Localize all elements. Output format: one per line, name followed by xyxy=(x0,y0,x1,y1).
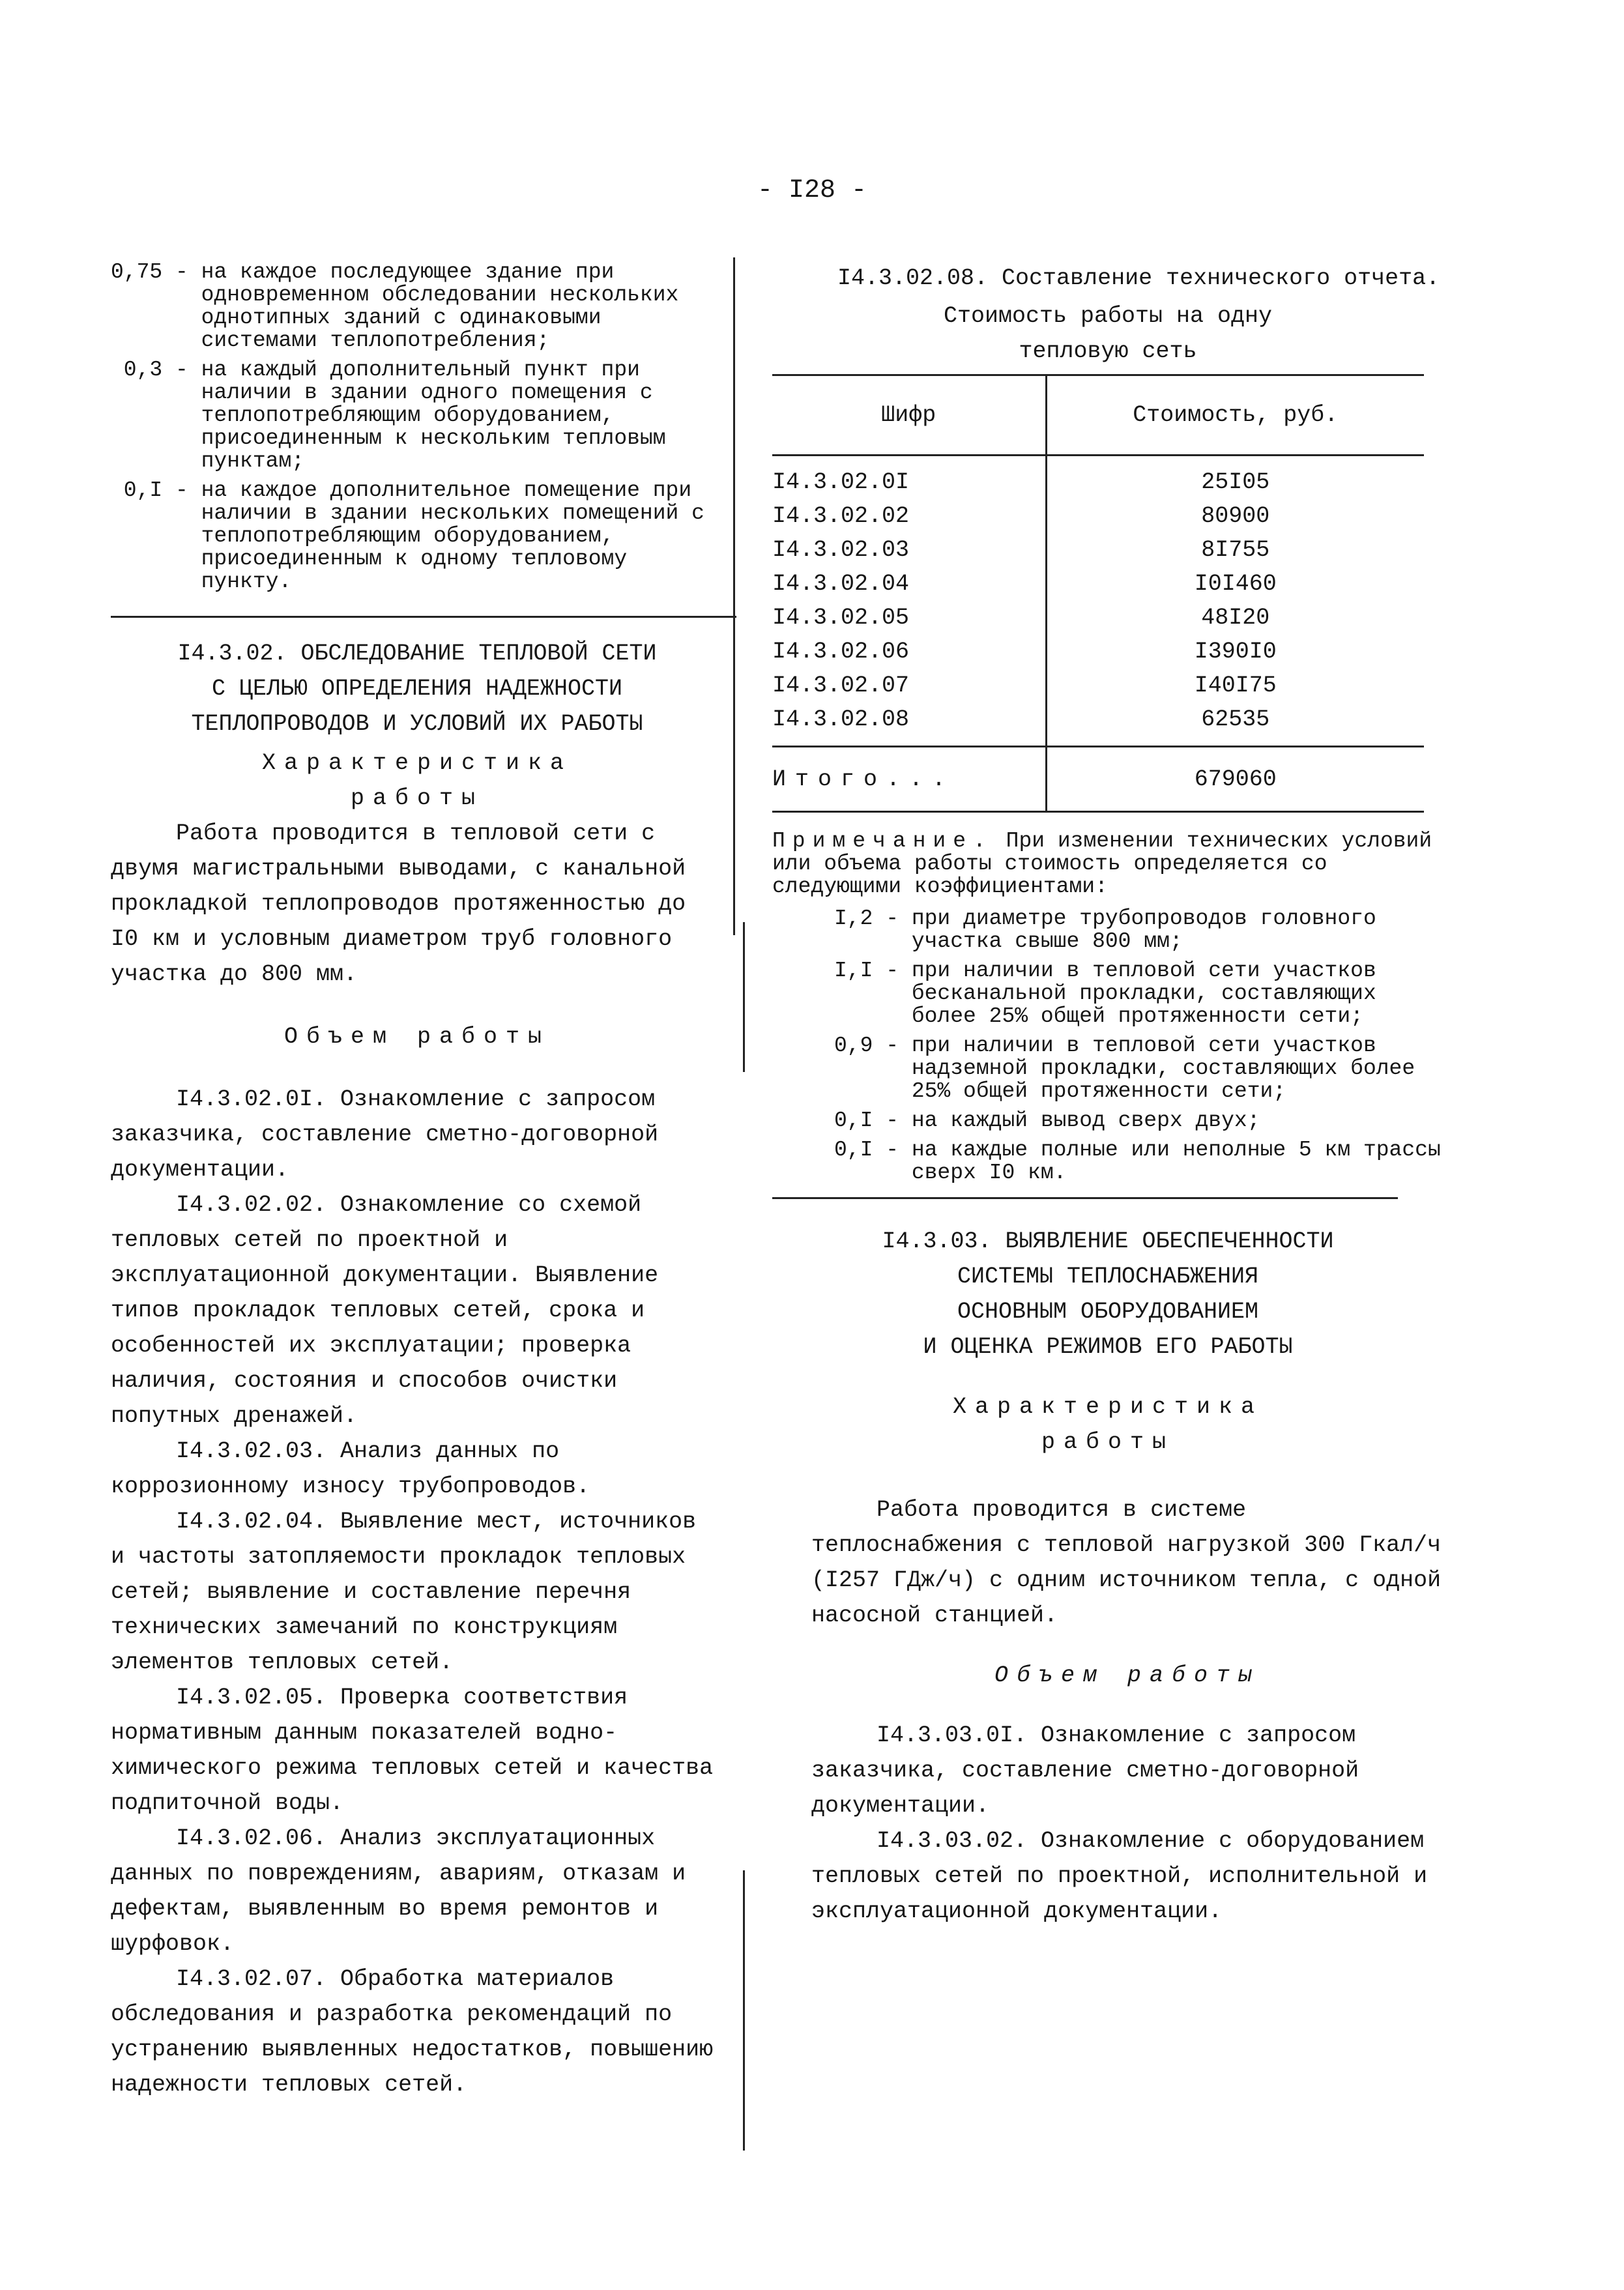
coefficient-description: при наличии в тепловой сети участков бесканальной прокладки, составляющих более 25% общей протяженности сети; xyxy=(911,959,1376,1028)
table-caption xyxy=(772,298,1443,369)
row-cost: 8I755 xyxy=(1201,537,1270,563)
note-text: При изменении технических условий или объема работы стоимость определяется со следующими коэффициентами: xyxy=(772,829,1432,899)
section-divider xyxy=(772,1197,1398,1199)
work-item: I4.3.02.04. Выявление мест, источников и частоты затопляемости прокладок тепловых сетей; выявление и составление перечня технических замечаний по конструкциям элементов тепловых сетей. xyxy=(111,1509,697,1675)
table-row xyxy=(772,601,1424,635)
page-number: - I28 - xyxy=(757,176,867,205)
table-row xyxy=(772,669,1424,703)
coefficient-description: при диаметре трубопроводов головного участка свыше 800 мм; xyxy=(911,906,1376,953)
note xyxy=(772,830,1443,1184)
caption-line: Стоимость работы на одну xyxy=(943,303,1273,329)
row-cost: I390I0 xyxy=(1194,639,1277,665)
note-coefficient-item xyxy=(834,907,1443,953)
caption-line: тепловую сеть xyxy=(1019,338,1197,364)
header-code: Шифр xyxy=(772,375,1046,456)
work-item: I4.3.02.03. Анализ данных по коррозионному износу трубопроводов. xyxy=(111,1438,590,1500)
volume-heading: Объем работы xyxy=(994,1662,1261,1689)
total-label: Итого... xyxy=(772,747,1046,812)
coefficient-value: 0,75 - xyxy=(111,260,201,284)
row-code: I4.3.02.06 xyxy=(772,635,1046,669)
table-row xyxy=(772,533,1424,567)
row-cost: I40I75 xyxy=(1194,673,1277,699)
column-divider-lower xyxy=(743,1870,745,2151)
work-item: I4.3.02.07. Обработка материалов обследования и разработка рекомендаций по устранению выявленных недостатков, повышению надежности тепловых сетей. xyxy=(111,1966,714,2098)
work-item: I4.3.02.08. Составление технического отчета. xyxy=(837,265,1440,291)
coefficient-item xyxy=(111,358,710,472)
characteristic-text: Работа проводится в тепловой сети с двумя магистральными выводами, с канальной прокладкой теплопроводов протяженностью до I0 км и условным диаметром труб головного участка до 800 мм. xyxy=(111,820,686,987)
column-divider-top xyxy=(733,257,735,935)
row-cost: I0I460 xyxy=(1194,571,1277,597)
row-cost: 25I05 xyxy=(1201,469,1270,495)
coefficient-value: 0,I - xyxy=(834,1138,912,1162)
right-column xyxy=(772,261,1443,1929)
note-coefficient-list xyxy=(834,907,1443,1184)
note-label: Примечание. xyxy=(772,829,993,853)
characteristic-text: Работа проводится в системе теплоснабжения с тепловой нагрузкой 300 Гкал/ч (I257 ГДж/ч) с одним источником тепла, с одной насосной станцией. xyxy=(811,1497,1442,1629)
heading-line: работы xyxy=(1041,1429,1175,1455)
row-code: I4.3.02.0I xyxy=(772,465,1046,499)
row-cost: 62535 xyxy=(1201,706,1270,732)
row-code: I4.3.02.03 xyxy=(772,533,1046,567)
work-item: I4.3.02.02. Ознакомление со схемой тепловых сетей по проектной и эксплуатационной документации. Выявление типов прокладок тепловых сетей, срока и особенностей их эксплуатации; проверка наличия, состояния и способов очистки попутных дренажей. xyxy=(111,1192,659,1429)
note-paragraph xyxy=(772,830,1443,898)
heading-line: Характеристика xyxy=(952,1394,1264,1420)
table-row xyxy=(772,499,1424,533)
section-divider xyxy=(111,616,736,618)
table-row xyxy=(772,465,1424,499)
coefficient-description: при наличии в тепловой сети участков надземной прокладки, составляющих более 25% общей протяженности сети; xyxy=(911,1034,1415,1103)
row-code: I4.3.02.07 xyxy=(772,669,1046,703)
section-title xyxy=(111,636,723,742)
row-code: I4.3.02.08 xyxy=(772,703,1046,736)
note-coefficient-item xyxy=(834,1138,1443,1184)
section-title-line: I4.3.02. ОБСЛЕДОВАНИЕ ТЕПЛОВОЙ СЕТИ xyxy=(177,641,657,667)
coefficient-value: 0,3 - xyxy=(111,358,201,382)
coefficient-value: 0,I - xyxy=(834,1109,912,1133)
header-cost: Стоимость, руб. xyxy=(1133,402,1339,428)
total-cost: 679060 xyxy=(1194,766,1277,792)
note-coefficient-item xyxy=(834,1109,1443,1132)
note-coefficient-item xyxy=(834,1034,1443,1103)
coefficient-item xyxy=(111,479,710,593)
work-item: I4.3.02.06. Анализ эксплуатационных данных по повреждениям, авариям, отказам и дефектам, выявленным во время ремонтов и шурфовок. xyxy=(111,1825,686,1957)
coefficient-description: на каждое последующее здание при одновременном обследовании нескольких однотипных зданий с одинаковыми системами теплопотребления; xyxy=(201,260,679,353)
coefficient-item xyxy=(111,261,710,352)
section-title-line: С ЦЕЛЬЮ ОПРЕДЕЛЕНИЯ НАДЕЖНОСТИ xyxy=(211,676,623,702)
coefficient-description: на каждый вывод сверх двух; xyxy=(911,1109,1260,1133)
left-column xyxy=(111,261,723,2102)
table-header-row xyxy=(772,375,1424,456)
coefficient-description: на каждые полные или неполные 5 км трассы сверх I0 км. xyxy=(911,1138,1441,1185)
table-total-row xyxy=(772,747,1424,812)
section-title-line: СИСТЕМЫ ТЕПЛОСНАБЖЕНИЯ xyxy=(957,1264,1259,1290)
row-cost: 48I20 xyxy=(1201,605,1270,631)
table-row xyxy=(772,703,1424,736)
row-code: I4.3.02.05 xyxy=(772,601,1046,635)
volume-heading: Объем работы xyxy=(283,1024,551,1050)
work-item: I4.3.03.0I. Ознакомление с запросом заказчика, составление сметно-договорной документации. xyxy=(811,1722,1359,1819)
section-title-line: ОСНОВНЫМ ОБОРУДОВАНИЕМ xyxy=(957,1299,1259,1325)
heading-line: работы xyxy=(350,785,484,811)
row-cost: 80900 xyxy=(1201,503,1270,529)
coefficient-description: на каждый дополнительный пункт при наличии в здании одного помещения с теплопотребляющим оборудованием, присоединенным к нескольким тепловым пунктам; xyxy=(201,358,666,473)
coefficient-value: I,I - xyxy=(834,959,912,983)
coefficient-value: I,2 - xyxy=(834,906,912,931)
section-title-line: ТЕПЛОПРОВОДОВ И УСЛОВИЙ ИХ РАБОТЫ xyxy=(191,711,643,737)
heading-line: Характеристика xyxy=(261,750,573,776)
work-item: I4.3.03.02. Ознакомление с оборудованием тепловых сетей по проектной, исполнительной и эксплуатационной документации. xyxy=(811,1828,1428,1924)
section-title-line: I4.3.03. ВЫЯВЛЕНИЕ ОБЕСПЕЧЕННОСТИ xyxy=(882,1228,1334,1254)
column-divider-middle xyxy=(743,922,745,1072)
left-coefficient-list xyxy=(111,261,710,593)
row-code: I4.3.02.02 xyxy=(772,499,1046,533)
section-title xyxy=(772,1224,1443,1365)
characteristic-heading xyxy=(111,746,723,816)
section-title-line: И ОЦЕНКА РЕЖИМОВ ЕГО РАБОТЫ xyxy=(923,1334,1293,1360)
table-row xyxy=(772,567,1424,601)
table-row xyxy=(772,635,1424,669)
coefficient-description: на каждое дополнительное помещение при наличии в здании нескольких помещений с теплопотребляющим оборудованием, присоединенным к одному тепловому пункту. xyxy=(201,478,704,594)
coefficient-value: 0,9 - xyxy=(834,1034,912,1058)
coefficient-value: 0,I - xyxy=(111,478,201,502)
note-coefficient-item xyxy=(834,959,1443,1028)
cost-table xyxy=(772,374,1424,813)
work-item: I4.3.02.05. Проверка соответствия нормативным данным показателей водно-химического режима тепловых сетей и качества подпиточной воды. xyxy=(111,1685,714,1816)
row-code: I4.3.02.04 xyxy=(772,567,1046,601)
work-item: I4.3.02.0I. Ознакомление с запросом заказчика, составление сметно-договорной документации. xyxy=(111,1086,659,1183)
characteristic-heading xyxy=(772,1389,1443,1460)
right-body-block xyxy=(811,1492,1443,1929)
